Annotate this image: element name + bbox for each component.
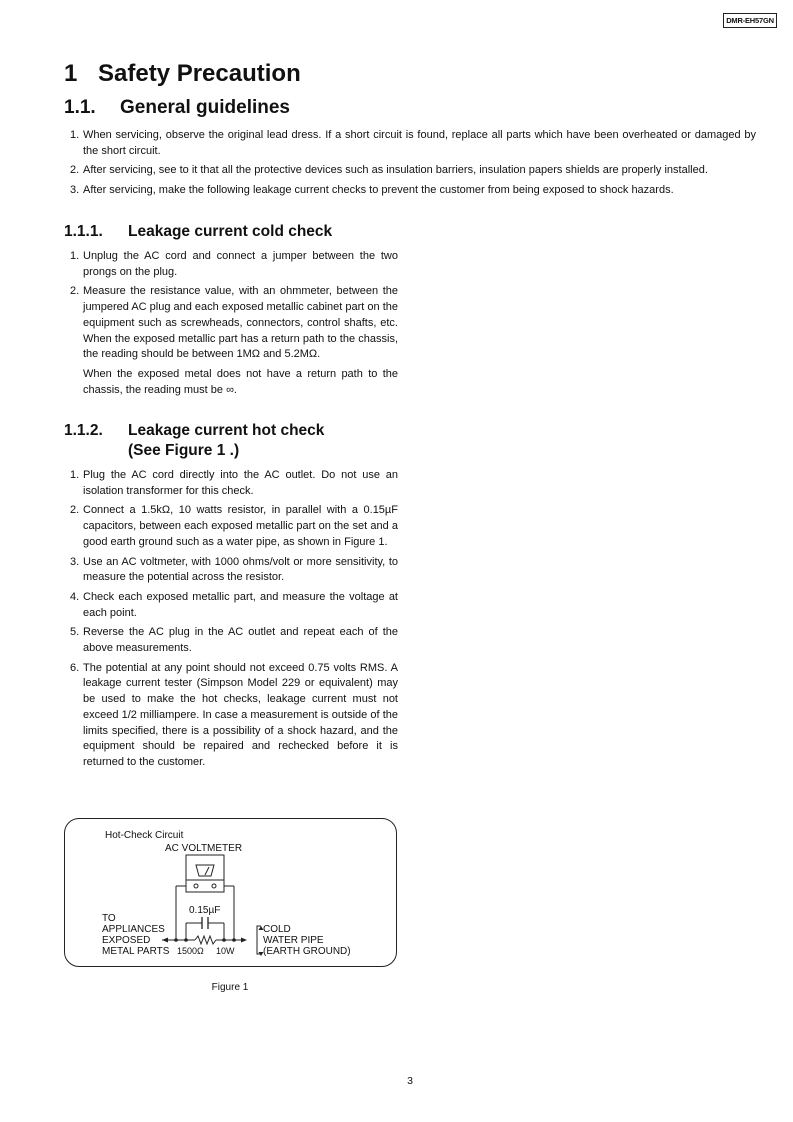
- voltmeter-label: AC VOLTMETER: [165, 843, 243, 854]
- wattage-label: 10W: [216, 946, 235, 956]
- cold-check-list: [64, 249, 398, 402]
- model-number-badge: DMR-EH57GN: [723, 13, 777, 28]
- cold-check-note: When the exposed metal does not have a return path to the chassis, the reading must be ∞.: [83, 367, 398, 396]
- left-label: APPLIANCES: [102, 924, 165, 935]
- right-label: COLD: [263, 924, 291, 935]
- cold-check-number: 1.1.1.: [64, 223, 103, 240]
- section-title: [64, 60, 301, 88]
- arrow-left-icon: [162, 938, 168, 943]
- list-item: 6. The potential at any point should not exceed 0.75 volts RMS. A leakage current tester (Simpson Model 229 or equivalent) may be used to make the hot checks, leakage current must not exceed 1/2 milliampere. In case a measurement is outside of the limits specified, there is a possibility of a shock hazard, and the equipment should be repaired and rechecked before it is returned to the customer.: [70, 661, 398, 768]
- list-item: 2. Measure the resistance value, with an ohmmeter, between the jumpered AC plug and each exposed metallic cabinet part on the equipment such as screwheads, connectors, control shafts, etc. When the exposed metallic part has a return path to the chassis, the reading should be between 1MΩ and 5.2MΩ. When the exposed metal does not have a return path to the chassis, the reading must be ∞.: [64, 284, 398, 398]
- list-item: 1. When servicing, observe the original lead dress. If a short circuit is found, replace all parts which have been overheated or damaged by the short circuit.: [70, 129, 756, 157]
- left-label: TO: [102, 913, 116, 924]
- left-label: EXPOSED: [102, 935, 151, 946]
- list-item: 1. Plug the AC cord directly into the AC outlet. Do not use an isolation transformer for this check.: [70, 469, 398, 497]
- right-label: (EARTH GROUND): [263, 946, 351, 957]
- voltmeter-box: [186, 855, 224, 892]
- list-item: 3. Use an AC voltmeter, with 1000 ohms/volt or more sensitivity, to measure the potential across the resistor.: [70, 555, 398, 584]
- hot-check-circuit-figure: [64, 818, 397, 967]
- list-item: 1. Unplug the AC cord and connect a jumper between the two prongs on the plug.: [70, 250, 398, 278]
- resistor-symbol: [195, 936, 216, 944]
- circuit-diagram: [65, 819, 396, 966]
- capacitor-label: 0.15µF: [189, 905, 221, 916]
- page-number: 3: [407, 1075, 413, 1087]
- ground-bracket: [257, 926, 261, 954]
- hot-check-figure-ref: (See Figure 1 .): [128, 442, 240, 459]
- general-guidelines-list: [64, 128, 756, 203]
- list-item: 4. Check each exposed metallic part, and measure the voltage at each point.: [70, 590, 398, 619]
- list-item: 3. After servicing, make the following leakage current checks to prevent the customer from being exposed to shock hazards.: [70, 184, 674, 197]
- resistor-label: 1500Ω: [177, 946, 204, 956]
- voltmeter-terminal-right: [212, 884, 216, 888]
- subsection-number: 1.1.: [64, 97, 96, 118]
- list-item: 2. After servicing, see to it that all the protective devices such as insulation barriers, insulation papers shields are properly installed.: [70, 164, 708, 177]
- hot-check-number: 1.1.2.: [64, 422, 103, 439]
- section-title-text: Safety Precaution: [98, 60, 301, 87]
- list-item: 5. Reverse the AC plug in the AC outlet and repeat each of the above measurements.: [70, 626, 398, 655]
- subsection-title: [64, 97, 290, 119]
- right-label: WATER PIPE: [263, 935, 324, 946]
- figure-title: Hot-Check Circuit: [105, 830, 184, 841]
- voltmeter-icon: [196, 865, 214, 876]
- left-label: METAL PARTS: [102, 946, 170, 957]
- hot-check-list: [64, 468, 398, 775]
- voltmeter-terminal-left: [194, 884, 198, 888]
- section-number: 1: [64, 60, 78, 87]
- hot-check-title: Leakage current hot check: [128, 422, 325, 439]
- arrow-right-icon: [241, 938, 247, 943]
- list-item: 2. Connect a 1.5kΩ, 10 watts resistor, in parallel with a 0.15µF capacitors, between each exposed metallic part on the set and a good earth ground such as a water pipe, as shown in Figure 1.: [70, 504, 398, 548]
- subsection-title-text: General guidelines: [120, 97, 290, 118]
- figure-caption: Figure 1: [211, 982, 249, 993]
- cold-check-title: Leakage current cold check: [128, 223, 333, 240]
